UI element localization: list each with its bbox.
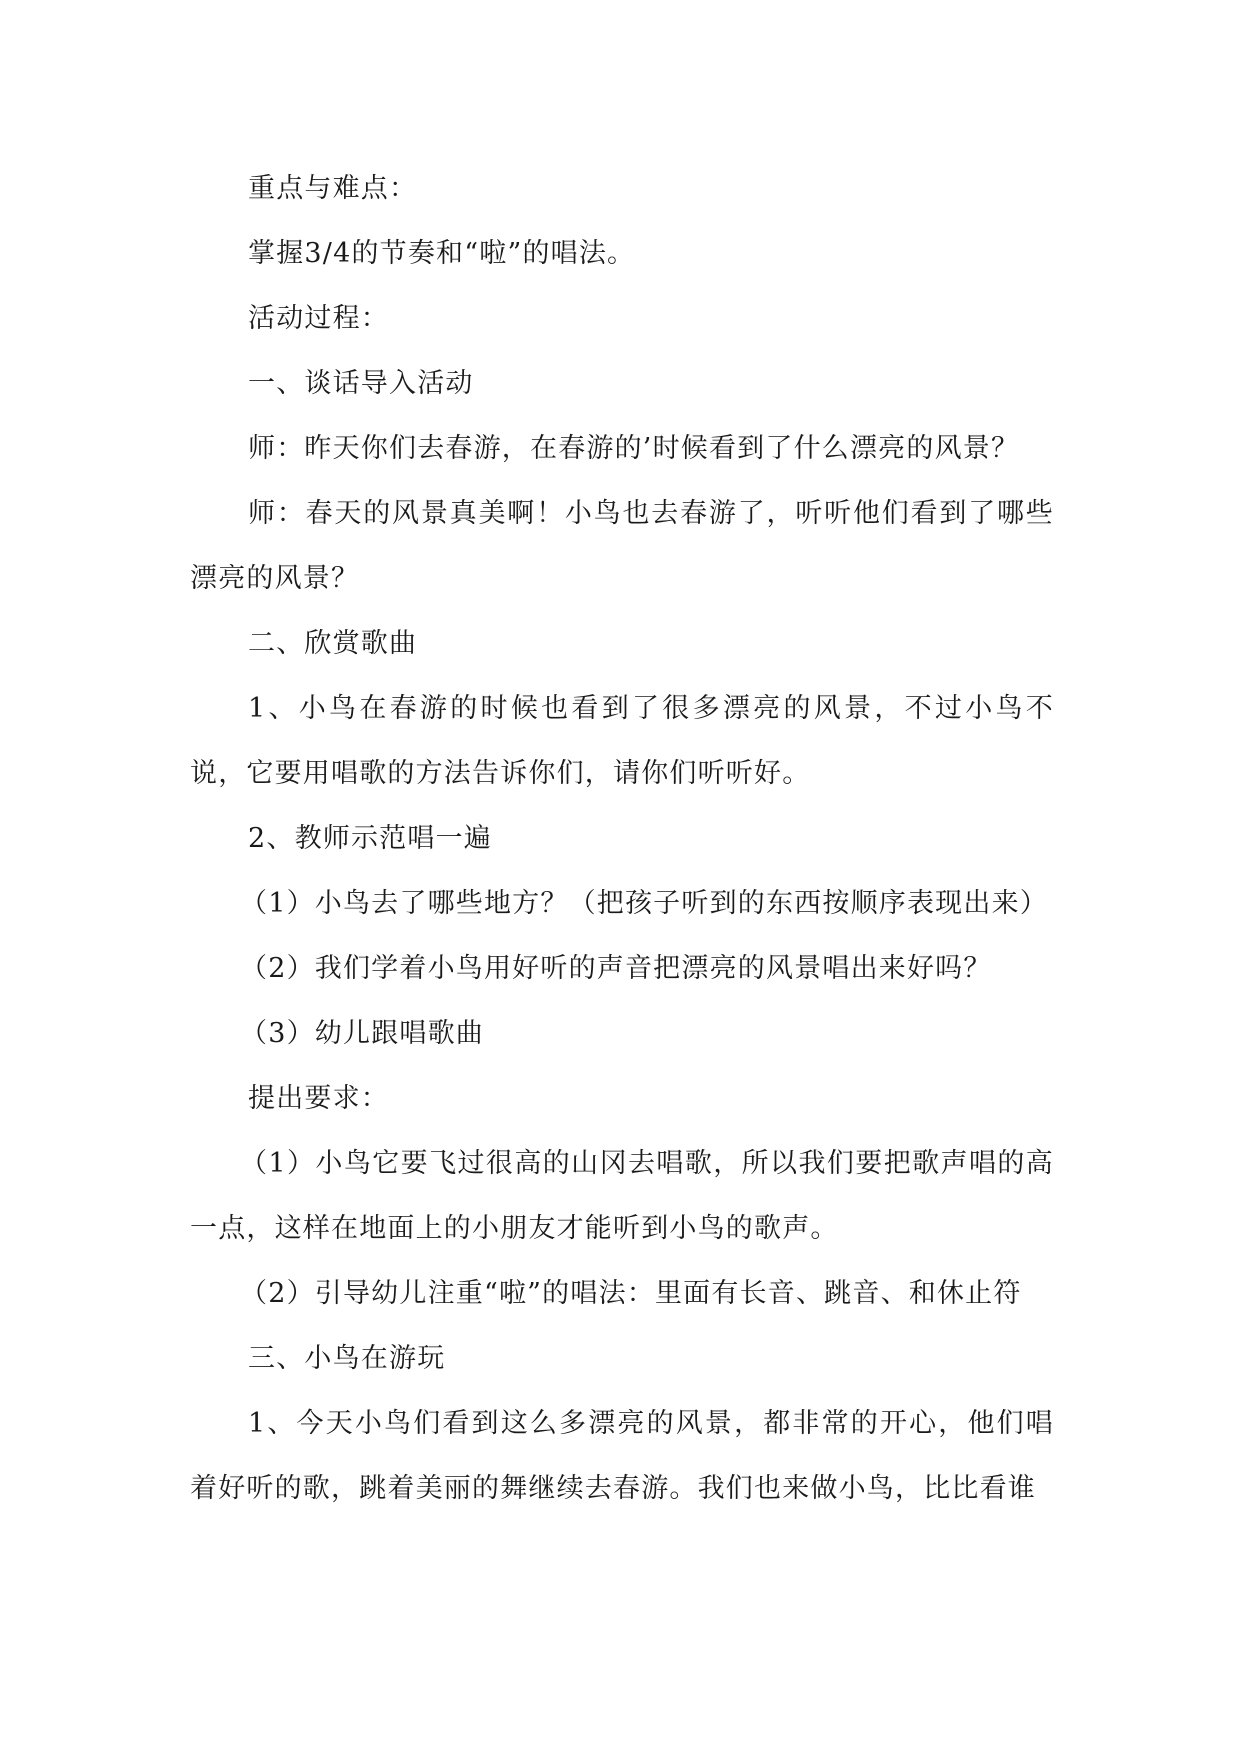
paragraph-substep-1: （1）小鸟去了哪些地方？（把孩子听到的东西按顺序表现出来） — [240, 888, 1048, 919]
paragraph-key-points: 掌握3/4的节奏和“啦”的唱法。 — [248, 238, 636, 269]
paragraph-requirement-1: （1）小鸟它要飞过很高的山冈去唱歌，所以我们要把歌声唱的高一点，这样在地面上的小朋友才能听到小鸟的歌声。 — [190, 1148, 1054, 1244]
section-heading-1: 一、谈话导入活动 — [248, 368, 474, 399]
section-heading-3: 三、小鸟在游玩 — [248, 1343, 446, 1374]
paragraph-key-points-heading: 重点与难点： — [248, 173, 418, 204]
paragraph-step-1: 1、小鸟在春游的时候也看到了很多漂亮的风景，不过小鸟不说，它要用唱歌的方法告诉你们，请你们听听好。 — [190, 693, 1054, 789]
paragraph-substep-3: （3）幼儿跟唱歌曲 — [240, 1018, 484, 1049]
paragraph-step-2: 2、教师示范唱一遍 — [248, 823, 492, 854]
paragraph-requirements-heading: 提出要求： — [248, 1083, 389, 1114]
paragraph-section-3-step-1: 1、今天小鸟们看到这么多漂亮的风景，都非常的开心，他们唱着好听的歌，跳着美丽的舞继续去春游。我们也来做小鸟，比比看谁 — [190, 1408, 1054, 1504]
paragraph-requirement-2: （2）引导幼儿注重“啦”的唱法：里面有长音、跳音、和休止符 — [240, 1278, 1022, 1309]
paragraph-teacher-question-2: 师：春天的风景真美啊！小鸟也去春游了，听听他们看到了哪些漂亮的风景？ — [190, 498, 1054, 594]
paragraph-substep-2: （2）我们学着小鸟用好听的声音把漂亮的风景唱出来好吗？ — [240, 953, 992, 984]
section-heading-2: 二、欣赏歌曲 — [248, 628, 418, 659]
paragraph-process-heading: 活动过程： — [248, 303, 389, 334]
document-body — [190, 156, 1054, 1521]
paragraph-teacher-question-1: 师：昨天你们去春游，在春游的’时候看到了什么漂亮的风景？ — [248, 433, 1020, 464]
